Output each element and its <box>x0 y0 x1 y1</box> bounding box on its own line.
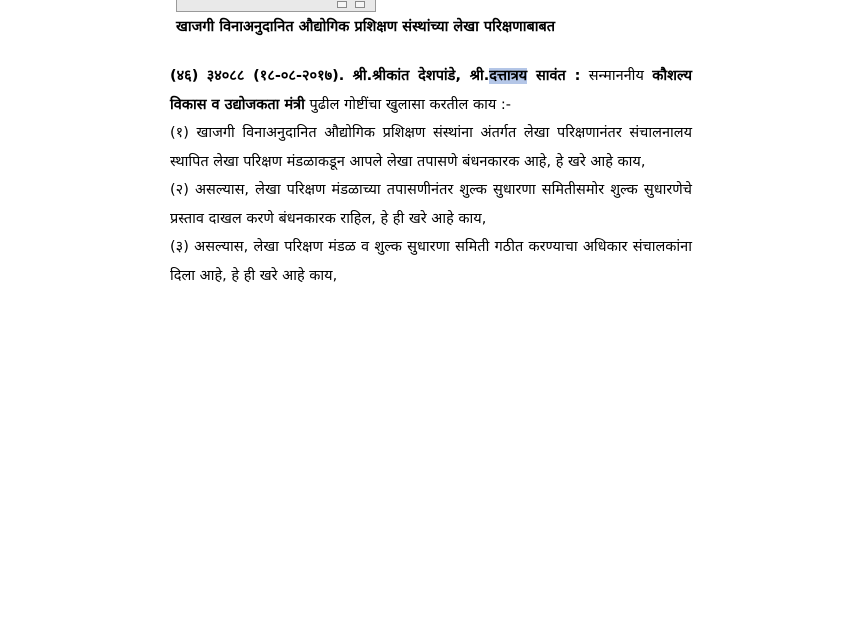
intro-pre: सन्माननीय <box>588 68 653 84</box>
minister-name: कौशल्य विकास व उद्योजकता मंत्री <box>170 68 692 113</box>
question-body <box>170 62 692 290</box>
question-intro <box>170 62 692 119</box>
question-item: (१) खाजगी विनाअनुदानित औद्योगिक प्रशिक्षण संस्थांना अंतर्गत लेखा परिक्षणानंतर संचालनालय स्थापित लेखा परिक्षण मंडळाकडून आपले लेखा तपासणे बंधनकारक आहे, हे खरे आहे काय, <box>170 125 692 170</box>
document-heading: खाजगी विनाअनुदानित औद्योगिक प्रशिक्षण संस्थांच्या लेखा परिक्षणाबाबत <box>176 19 556 35</box>
question-number: (४६) <box>170 68 199 84</box>
highlighted-name: दत्तात्रय <box>489 68 528 84</box>
toolbar-button-icon <box>337 1 347 8</box>
window-toolbar-fragment <box>176 0 376 12</box>
question-reference: ३४०८८ (१८-०८-२०१७). <box>206 68 345 84</box>
toolbar-button-icon <box>355 1 365 8</box>
question-item: (२) असल्यास, लेखा परिक्षण मंडळाच्या तपासणीनंतर शुल्क सुधारणा समितीसमोर शुल्क सुधारणेचे प्रस्ताव दाखल करणे बंधनकारक राहिल, हे ही खरे आहे काय, <box>170 182 692 227</box>
members-prefix: श्री.श्रीकांत देशपांडे, श्री. <box>352 68 490 84</box>
members-suffix: सावंत : <box>527 68 581 84</box>
intro-post: पुढील गोष्टींचा खुलासा करतील काय :- <box>304 96 511 113</box>
question-item: (३) असल्यास, लेखा परिक्षण मंडळ व शुल्क सुधारणा समिती गठीत करण्याचा अधिकार संचालकांना दिला आहे, हे ही खरे आहे काय, <box>170 239 692 284</box>
